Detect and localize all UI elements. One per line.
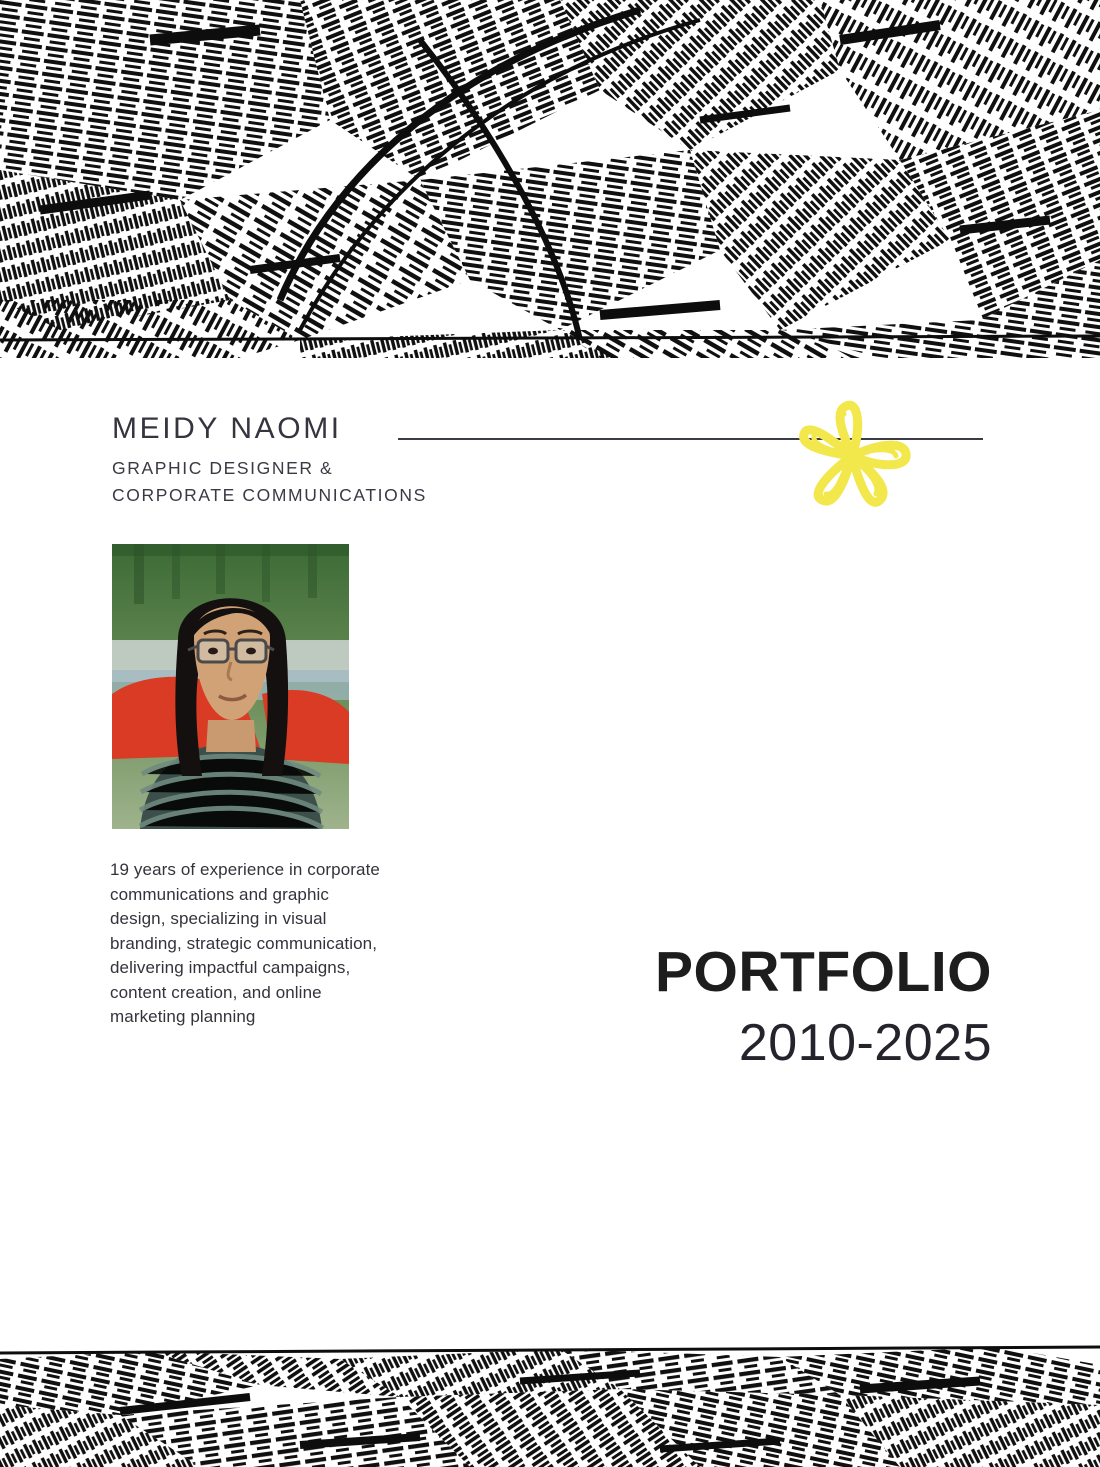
- portfolio-year-range: 2010-2025: [738, 1014, 992, 1072]
- hatch-pattern-top: [0, 0, 1100, 358]
- role-line-1: GRAPHIC DESIGNER &: [112, 457, 334, 478]
- page-title: PORTFOLIO: [655, 940, 992, 1004]
- bio-text: 19 years of experience in corporate communications and graphic design, specializing in visual branding, strategic communication, delivering impactful campaigns, content creation, and online marketing planning: [110, 860, 380, 1026]
- designer-name: MEIDY NAOMI: [112, 412, 342, 445]
- title-block: [112, 412, 532, 509]
- role-line-2: CORPORATE COMMUNICATIONS: [112, 484, 427, 505]
- hatch-pattern-bottom: [0, 1345, 1100, 1467]
- designer-role: [112, 455, 532, 509]
- flower-doodle-icon: [782, 394, 922, 518]
- avatar: [112, 544, 349, 829]
